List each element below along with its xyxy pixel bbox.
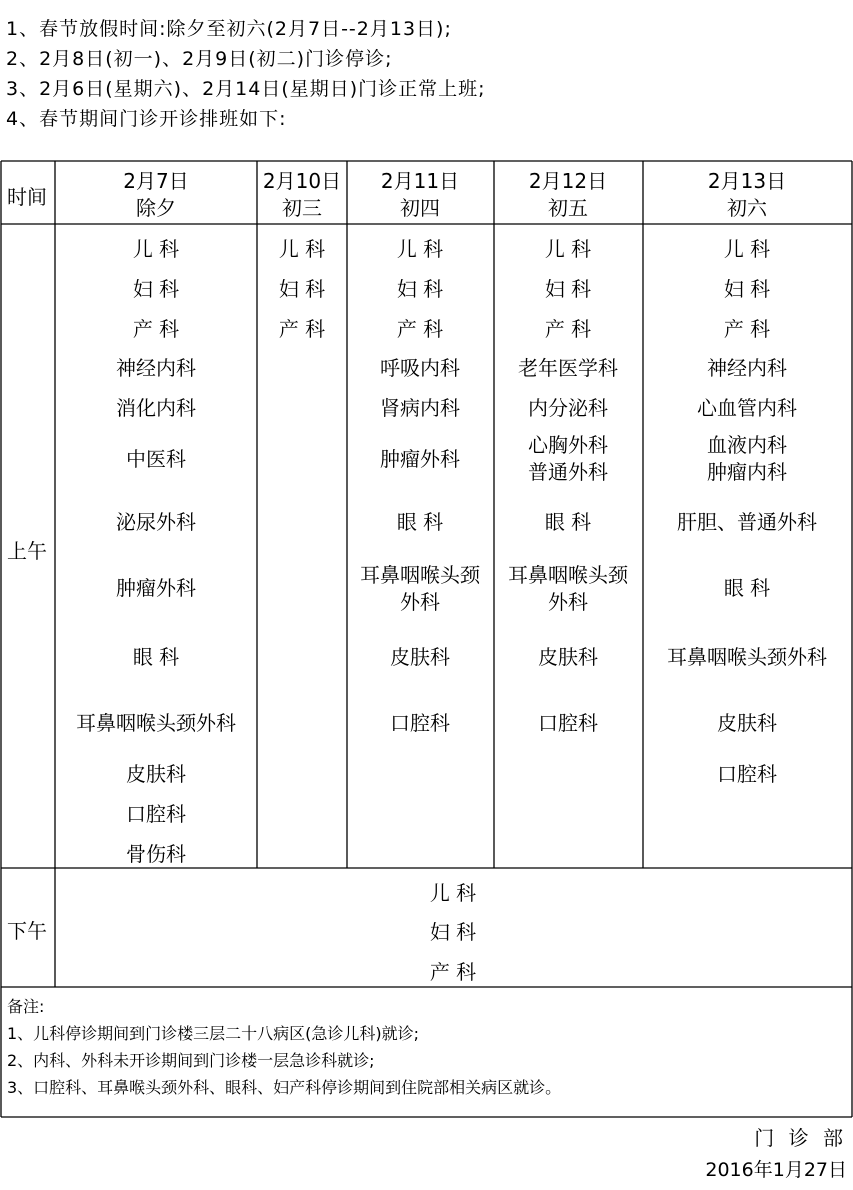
column-day: 初四 [400, 196, 440, 220]
dept-cell: 皮肤科 [717, 711, 777, 735]
column-date: 2月13日 [707, 169, 787, 193]
dept-cell: 泌尿外科 [116, 510, 196, 534]
note-item: 3、口腔科、耳鼻喉头颈外科、眼科、妇产科停诊期间到住院部相关病区就诊。 [7, 1078, 562, 1097]
dept-cell: 产 科 [544, 317, 592, 341]
dept-cell: 神经内科 [707, 356, 787, 380]
notes-title: 备注: [7, 997, 45, 1016]
dept-cell: 内分泌科 [528, 396, 608, 420]
dept-cell: 中医科 [126, 447, 186, 471]
afternoon-dept-cell: 妇 科 [429, 920, 477, 944]
column-header-feb11 [381, 168, 459, 222]
dept-cell: 妇 科 [396, 277, 444, 301]
dept-cell: 外科 [400, 590, 440, 614]
column-date: 2月11日 [380, 169, 460, 193]
afternoon-dept-cell: 产 科 [429, 960, 477, 984]
dept-cell: 消化内科 [116, 396, 196, 420]
dept-cell: 儿 科 [132, 237, 180, 261]
column-day: 初六 [727, 196, 767, 220]
column-day: 初五 [548, 196, 588, 220]
afternoon-dept-cell: 儿 科 [429, 881, 477, 905]
column-header-feb13 [708, 168, 786, 222]
intro-line-3: 3、2月6日(星期六)、2月14日(星期日)门诊正常上班; [6, 78, 486, 100]
dept-cell: 妇 科 [723, 277, 771, 301]
dept-cell: 老年医学科 [518, 356, 618, 380]
note-item: 1、儿科停诊期间到门诊楼三层二十八病区(急诊儿科)就诊; [7, 1024, 420, 1043]
dept-cell: 产 科 [396, 317, 444, 341]
column-date: 2月10日 [262, 169, 342, 193]
dept-cell: 耳鼻咽喉头颈外科 [76, 711, 236, 735]
dept-cell: 口腔科 [538, 711, 598, 735]
dept-cell: 血液内科 [707, 433, 787, 457]
column-header-feb12 [529, 168, 607, 222]
dept-cell: 心血管内科 [697, 396, 797, 420]
column-date: 2月12日 [528, 169, 608, 193]
column-day: 除夕 [135, 196, 176, 220]
intro-line-1: 1、春节放假时间:除夕至初六(2月7日--2月13日); [6, 18, 452, 40]
morning-label: 上午 [7, 539, 47, 563]
column-header-feb10 [263, 168, 341, 222]
dept-cell: 眼 科 [723, 576, 771, 600]
dept-cell: 儿 科 [544, 237, 592, 261]
dept-cell: 眼 科 [544, 510, 592, 534]
dept-cell: 产 科 [132, 317, 180, 341]
dept-cell: 产 科 [278, 317, 326, 341]
dept-cell: 肿瘤内科 [707, 460, 787, 484]
dept-cell: 产 科 [723, 317, 771, 341]
dept-cell: 肝胆、普通外科 [677, 510, 817, 534]
dept-cell: 口腔科 [390, 711, 450, 735]
dept-cell: 儿 科 [723, 237, 771, 261]
dept-cell: 眼 科 [396, 510, 444, 534]
signature-date: 2016年1月27日 [705, 1159, 847, 1181]
dept-cell: 外科 [548, 590, 588, 614]
dept-cell: 耳鼻咽喉头颈 [360, 563, 480, 587]
notes-section [7, 993, 561, 1101]
afternoon-label: 下午 [7, 919, 47, 943]
dept-cell: 骨伤科 [126, 842, 186, 866]
dept-cell: 儿 科 [278, 237, 326, 261]
dept-cell: 眼 科 [132, 645, 180, 669]
dept-cell: 口腔科 [717, 762, 777, 786]
intro-line-2: 2、2月8日(初一)、2月9日(初二)门诊停诊; [6, 48, 393, 70]
dept-cell: 肿瘤外科 [380, 447, 460, 471]
intro-line-4: 4、春节期间门诊开诊排班如下: [6, 108, 287, 130]
dept-cell: 皮肤科 [538, 645, 598, 669]
dept-cell: 妇 科 [544, 277, 592, 301]
column-day: 初三 [282, 196, 322, 220]
dept-cell: 妇 科 [132, 277, 180, 301]
column-date: 2月7日 [123, 169, 189, 193]
dept-cell: 妇 科 [278, 277, 326, 301]
signature-department: 门 诊 部 [754, 1126, 847, 1150]
dept-cell: 呼吸内科 [380, 356, 460, 380]
dept-cell: 心胸外科 [528, 433, 608, 457]
dept-cell: 皮肤科 [390, 645, 450, 669]
dept-cell: 肾病内科 [380, 396, 460, 420]
column-header-feb7 [123, 168, 188, 222]
dept-cell: 神经内科 [116, 356, 196, 380]
note-item: 2、内科、外科未开诊期间到门诊楼一层急诊科就诊; [7, 1051, 375, 1070]
dept-cell: 口腔科 [126, 802, 186, 826]
time-header: 时间 [7, 185, 47, 209]
dept-cell: 耳鼻咽喉头颈 [508, 563, 628, 587]
dept-cell: 肿瘤外科 [116, 576, 196, 600]
dept-cell: 普通外科 [528, 460, 608, 484]
dept-cell: 耳鼻咽喉头颈外科 [667, 645, 827, 669]
dept-cell: 儿 科 [396, 237, 444, 261]
dept-cell: 皮肤科 [126, 762, 186, 786]
